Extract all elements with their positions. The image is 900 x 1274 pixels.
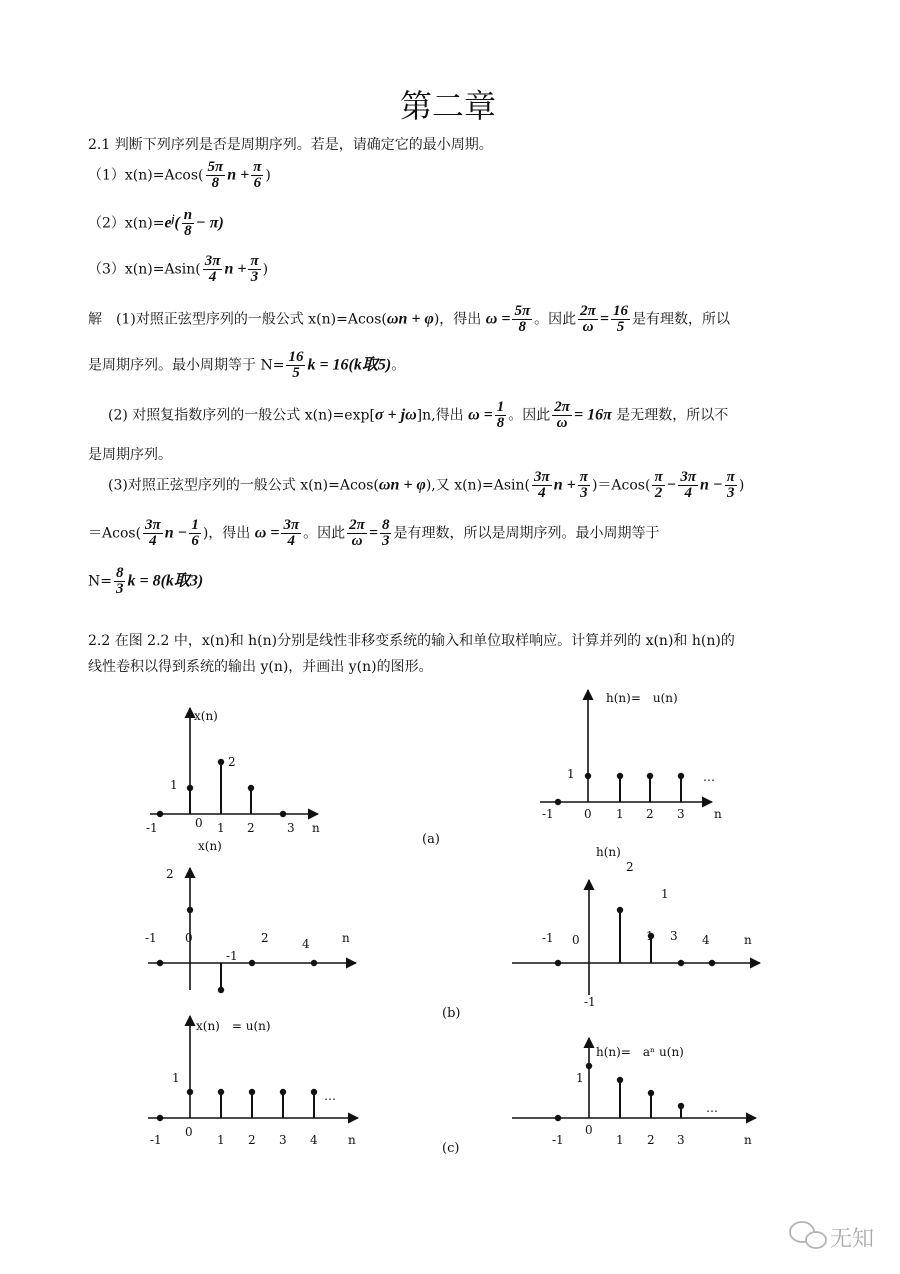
text: 解 (1)对照正弦型序列的一般公式 x(n)=Acos( <box>88 311 387 328</box>
frac: $\frac{2\pi}{\omega}$ <box>554 399 570 431</box>
tick-label: 4 <box>302 937 310 951</box>
tick-label: -1 <box>150 1133 162 1147</box>
axis-label: n <box>744 933 752 947</box>
tick-label: 3 <box>279 1133 287 1147</box>
axis-label: n <box>312 821 320 835</box>
frac: $\frac{16}{5}$ <box>612 303 628 335</box>
text: (2) 对照复指数序列的一般公式 x(n)=exp[ <box>108 407 375 424</box>
plot-b-x <box>145 839 356 993</box>
tick-label: 2 <box>647 1133 655 1147</box>
frac: $\frac{\pi}{3}$ <box>579 469 588 501</box>
plot-a-x <box>146 708 320 835</box>
math: n + <box>553 476 576 494</box>
ellipsis: … <box>703 770 715 784</box>
frac: $\frac{3\pi}{4}$ <box>680 469 697 501</box>
tick-label: 3 <box>287 821 295 835</box>
math: ω = <box>468 406 493 424</box>
tick-label: 0 <box>185 931 193 945</box>
frac: $\frac{8}{3}$ <box>115 565 124 597</box>
q21-item-2-pre: （2）x(n)= <box>88 215 165 232</box>
tick-label: 2 <box>646 807 654 821</box>
ellipsis: … <box>324 1089 336 1103</box>
frac: $\frac{\pi}{6}$ <box>253 159 262 191</box>
tick-label: 0 <box>195 816 203 830</box>
value-label: 2 <box>626 860 634 874</box>
axis-label: n <box>348 1133 356 1147</box>
frac: $\frac{8}{3}$ <box>381 517 390 549</box>
text: (3)对照正弦型序列的一般公式 x(n)=Acos( <box>108 477 379 494</box>
text: ＝Acos( <box>88 525 142 542</box>
sol-2-line-2: 是周期序列。 <box>88 447 172 463</box>
q21-item-3-post: ) <box>262 261 269 278</box>
frac: $\frac{1}{6}$ <box>191 517 199 549</box>
q21-item-1-post: ) <box>265 167 271 184</box>
frac: $\frac{3\pi}{4}$ <box>534 469 550 501</box>
tick-label: 2 <box>247 821 255 835</box>
tick-label: 2 <box>248 1133 256 1147</box>
math: n − <box>164 524 188 542</box>
tick-label: -1 <box>542 931 554 945</box>
tick-label: 1 <box>217 821 225 835</box>
tick-label: -1 <box>145 931 157 945</box>
tick-label: 3 <box>677 807 685 821</box>
math: σ + jω <box>374 406 417 424</box>
tick-label: 0 <box>584 807 592 821</box>
plot-b-h <box>512 845 760 1009</box>
plot-title: x(n) <box>198 839 222 853</box>
frac: $\frac{3\pi}{4}$ <box>145 517 161 549</box>
tick-label: 3 <box>677 1133 685 1147</box>
tick-label: 1 <box>616 1133 624 1147</box>
axis-label: n <box>714 807 722 821</box>
tick-label: 0 <box>572 933 580 947</box>
q21-item-3-mid: n + <box>224 260 247 278</box>
page-title: 第二章 <box>400 87 497 125</box>
value-label: 1 <box>170 778 178 792</box>
frac: $\frac{3\pi}{4}$ <box>204 253 221 285</box>
caption-b: (b) <box>442 1006 461 1021</box>
q21-item-2-mid: ( <box>174 214 180 232</box>
text: )，得出 <box>433 311 482 328</box>
math: k = 16(k取5) <box>307 356 392 374</box>
value-label: 1 <box>661 887 669 901</box>
q21-item-2-exp: e <box>164 214 172 232</box>
frac: $\frac{5\pi}{8}$ <box>207 159 224 191</box>
frac: $\frac{5\pi}{8}$ <box>514 303 531 335</box>
frac: $\frac{2\pi}{\omega}$ <box>580 303 596 335</box>
text: ]n,得出 <box>416 407 464 424</box>
ellipsis: … <box>706 1101 718 1115</box>
value-label: 2 <box>228 755 236 769</box>
axis-label: n <box>744 1133 752 1147</box>
plot-a-h <box>540 690 722 821</box>
q21-item-1-mid: n + <box>227 166 250 184</box>
frac: $\frac{\pi}{3}$ <box>250 253 259 285</box>
value-label: 1 <box>567 767 575 781</box>
plot-title: h(n) <box>596 845 621 859</box>
plot-c-x <box>148 1016 358 1147</box>
tick-label: 1 <box>217 1133 225 1147</box>
value-label: 1 <box>576 1071 584 1085</box>
math: ωn + φ <box>378 476 426 494</box>
q21-item-1-pre: （1）x(n)=Acos( <box>88 167 204 184</box>
value-label: 2 <box>166 867 174 881</box>
value-label: 1 <box>172 1071 180 1085</box>
tick-label: 4 <box>702 933 710 947</box>
math: ω = <box>485 310 511 328</box>
tick-label: 1 <box>616 807 624 821</box>
value-label: -1 <box>226 949 238 963</box>
tick-label: -1 <box>552 1133 564 1147</box>
text: 。 <box>391 357 406 374</box>
watermark <box>790 1222 874 1252</box>
text: 是无理数，所以不 <box>616 407 729 424</box>
text: 是有理数，所以 <box>631 311 730 328</box>
plot-c-h <box>512 1038 756 1147</box>
q22-line-2: 线性卷积以得到系统的输出 y(n)，并画出 y(n)的图形。 <box>88 659 433 675</box>
math: − <box>666 476 677 494</box>
plot-title: h(n)= aⁿ u(n) <box>596 1045 684 1059</box>
tick-label: 0 <box>185 1125 193 1139</box>
text: 。因此 <box>508 407 551 424</box>
q21-prompt: 2.1 判断下列序列是否是周期序列。若是，请确定它的最小周期。 <box>88 137 493 153</box>
text: 是周期序列。最小周期等于 N= <box>88 357 285 374</box>
q22-line-1: 2.2 在图 2.2 中，x(n)和 h(n)分别是线性非移变系统的输入和单位取样响应。计算并列的 x(n)和 h(n)的 <box>88 633 735 649</box>
math: k = 8(k取3) <box>127 572 204 590</box>
tick-label: 3 <box>670 929 678 943</box>
text: 。因此 <box>534 311 577 328</box>
plot-title: x(n) <box>194 709 218 723</box>
tick-label: 4 <box>310 1133 318 1147</box>
math: ωn + φ <box>386 310 434 328</box>
frac: $\frac{1}{8}$ <box>496 399 505 431</box>
tick-label: 1 <box>646 929 654 943</box>
text: )＝Acos( <box>591 477 651 494</box>
frac: $\frac{3\pi}{4}$ <box>283 517 300 549</box>
tick-label: -1 <box>542 807 554 821</box>
math: = <box>599 310 609 328</box>
frac: $\frac{2\pi}{\omega}$ <box>349 517 365 549</box>
frac: $\frac{n}{8}$ <box>183 207 193 239</box>
text: )，得出 <box>202 525 251 542</box>
frac: $\frac{\pi}{3}$ <box>726 469 735 501</box>
q21-item-2-post: − π) <box>196 214 224 232</box>
text: 。因此 <box>303 525 346 542</box>
text: 是有理数，所以是周期序列。最小周期等于 <box>393 525 660 542</box>
text: ),又 x(n)=Asin( <box>425 477 531 494</box>
axis-label: n <box>342 931 350 945</box>
q21-item-3-pre: （3）x(n)=Asin( <box>88 261 201 278</box>
math: = 16π <box>573 406 612 424</box>
value-label: -1 <box>584 995 596 1009</box>
tick-label: 0 <box>585 1123 593 1137</box>
text: ) <box>738 477 745 494</box>
text: N= <box>88 573 112 590</box>
wechat-icon <box>790 1222 826 1248</box>
plot-title: h(n)= u(n) <box>606 691 678 705</box>
q21-item-2-sup: j <box>171 213 175 225</box>
frac: $\frac{16}{5}$ <box>288 349 304 381</box>
caption-c: (c) <box>442 1141 460 1156</box>
plot-title: x(n) = u(n) <box>196 1019 271 1033</box>
watermark-text: 无知 <box>830 1227 875 1252</box>
caption-a: (a) <box>422 832 440 847</box>
math: ω = <box>254 524 280 542</box>
tick-label: -1 <box>146 821 158 835</box>
math: = <box>368 524 378 542</box>
frac: $\frac{\pi}{2}$ <box>654 469 663 501</box>
tick-label: 2 <box>261 931 269 945</box>
math: n − <box>700 476 723 494</box>
